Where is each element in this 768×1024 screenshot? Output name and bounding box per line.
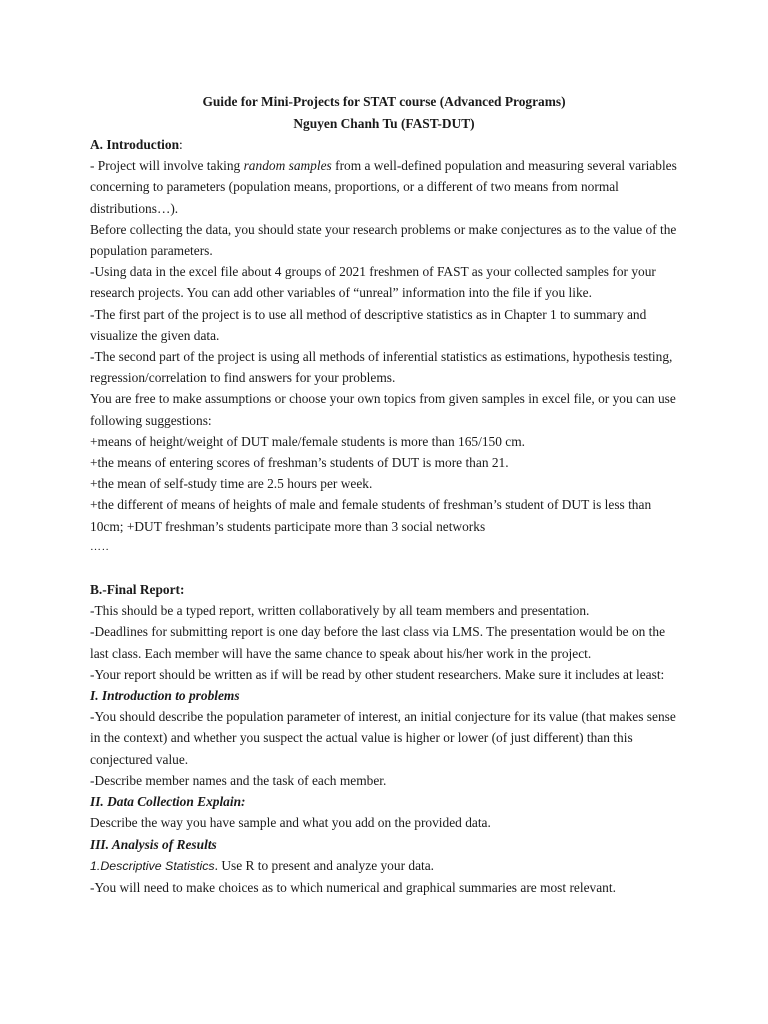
- suggestion-1: +means of height/weight of DUT male/female students is more than 165/150 cm.: [90, 433, 525, 449]
- section-3-paragraph-1: -You will need to make choices as to which numerical and graphical summaries are most relevant.: [90, 879, 616, 895]
- section-2-heading: II. Data Collection Explain:: [90, 794, 246, 810]
- suggestion-3: +the mean of self-study time are 2.5 hours per week.: [90, 476, 373, 492]
- section-3-subheading-rest: . Use R to present and analyze your data.: [214, 857, 435, 873]
- intro-heading-colon: :: [179, 137, 183, 152]
- section-1-paragraph-1: -You should describe the population parameter of interest, an initial conjecture for its value (that makes sense in the context) and whether you suspect the actual value is higher or lower (of just different) than this conjectured value.: [90, 709, 676, 767]
- section-1-paragraph-2: -Describe member names and the task of each member.: [90, 772, 387, 788]
- suggestion-4: +the different of means of heights of male and female students of freshman’s student of DUT is less than 10cm; +DUT freshman’s students participate more than 3 social networks: [90, 497, 652, 534]
- intro-p1-text-b: from a well-defined population and measuring several variables concerning to parameters (population means, proportions, or a different of two means from normal distributions…).: [90, 158, 677, 216]
- report-paragraph-3: -Your report should be written as if will be read by other student researchers. Make sure it includes at least:: [90, 666, 665, 682]
- intro-p1-text-a: - Project will involve taking: [90, 158, 244, 174]
- suggestion-2: +the means of entering scores of freshman’s students of DUT is more than 21.: [90, 455, 509, 471]
- intro-paragraph-2: Before collecting the data, you should state your research problems or make conjectures as to the value of the population parameters.: [90, 221, 677, 259]
- section-3-heading: III. Analysis of Results: [90, 836, 217, 852]
- report-paragraph-1: -This should be a typed report, written collaboratively by all team members and presentation.: [90, 603, 590, 619]
- intro-paragraph-4: -The first part of the project is to use all method of descriptive statistics as in Chapter 1 to summary and visualize the given data.: [90, 306, 647, 343]
- intro-heading-line: [90, 134, 680, 155]
- section-3-subheading: 1.Descriptive Statistics: [90, 858, 215, 873]
- document-title: Guide for Mini-Projects for STAT course (Advanced Programs): [202, 94, 566, 109]
- intro-heading: A. Introduction: [90, 137, 180, 152]
- section-spacer: [90, 558, 680, 579]
- section-1-heading: I. Introduction to problems: [90, 688, 240, 704]
- report-paragraph-2: -Deadlines for submitting report is one day before the last class via LMS. The presentation would be on the last class. Each member will have the same chance to speak about his/her work in the project.: [90, 624, 666, 661]
- intro-paragraph-6: You are free to make assumptions or choose your own topics from given samples in excel file, or you can use following suggestions:: [90, 391, 676, 428]
- section-3-subheading-line: [90, 855, 680, 877]
- intro-paragraph-1: [90, 155, 680, 219]
- document-author: Nguyen Chanh Tu (FAST-DUT): [293, 116, 475, 131]
- section-2-paragraph-1: Describe the way you have sample and what you add on the provided data.: [90, 815, 491, 831]
- intro-paragraph-3: -Using data in the excel file about 4 groups of 2021 freshmen of FAST as your collected samples for your research projects. You can add other variables of “unreal” information into the file if you like.: [90, 264, 656, 301]
- report-heading: B.-Final Report:: [90, 582, 185, 598]
- intro-paragraph-5: -The second part of the project is using all methods of inferential statistics as estimations, hypothesis testing, regression/correlation to find answers for your problems.: [90, 349, 673, 386]
- document-body: [90, 134, 680, 898]
- intro-p1-emphasis: random samples: [243, 158, 332, 174]
- suggestion-ellipsis: …..: [90, 540, 110, 553]
